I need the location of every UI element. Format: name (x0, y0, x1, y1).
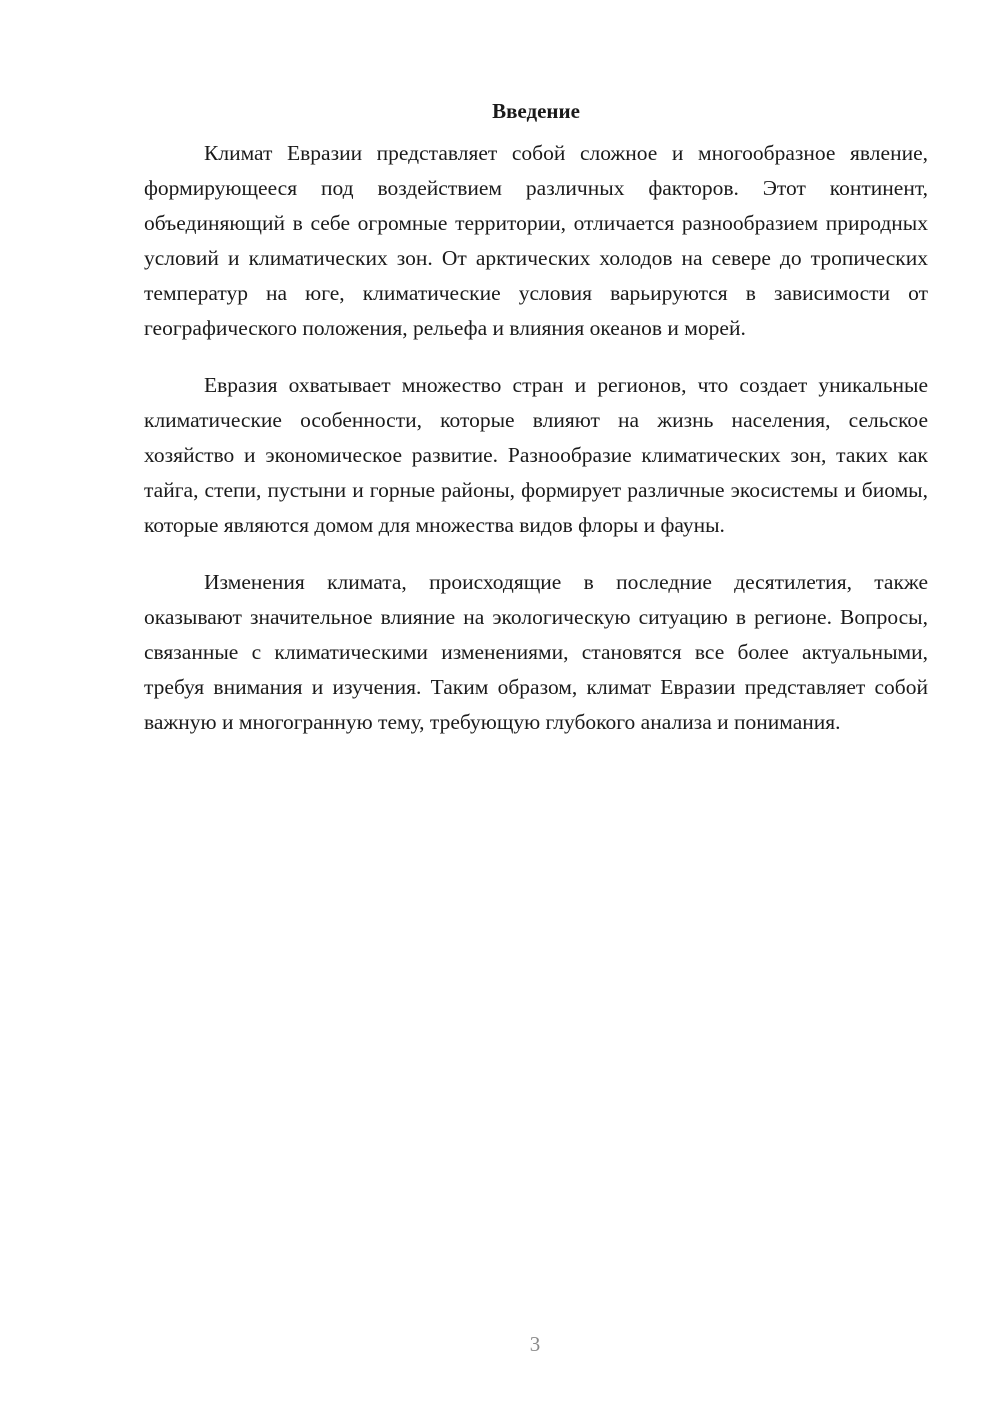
page-number: 3 (529, 1332, 541, 1356)
paragraph-1: Климат Евразии представляет собой сложное и многообразное явление, формирующееся под воздействием различных факторов. Этот континент, объединяющий в себе огромные территории, отличается разнообразием природных условий и климатических зон. От арктических холодов на севере до тропических температур на юге, климатические условия варьируются в зависимости от географического положения, рельефа и влияния океанов и морей. (144, 141, 928, 340)
section-heading: Введение (492, 99, 580, 123)
page-content (144, 96, 928, 762)
paragraph-2: Евразия охватывает множество стран и регионов, что создает уникальные климатические особенности, которые влияют на жизнь населения, сельское хозяйство и экономическое развитие. Разнообразие климатических зон, таких как тайга, степи, пустыни и горные районы, формирует различные экосистемы и биомы, которые являются домом для множества видов флоры и фауны. (144, 373, 928, 537)
paragraph-3: Изменения климата, происходящие в последние десятилетия, также оказывают значительное влияние на экологическую ситуацию в регионе. Вопросы, связанные с климатическими изменениями, становятся все более актуальными, требуя внимания и изучения. Таким образом, климат Евразии представляет собой важную и многогранную тему, требующую глубокого анализа и понимания. (144, 570, 928, 734)
